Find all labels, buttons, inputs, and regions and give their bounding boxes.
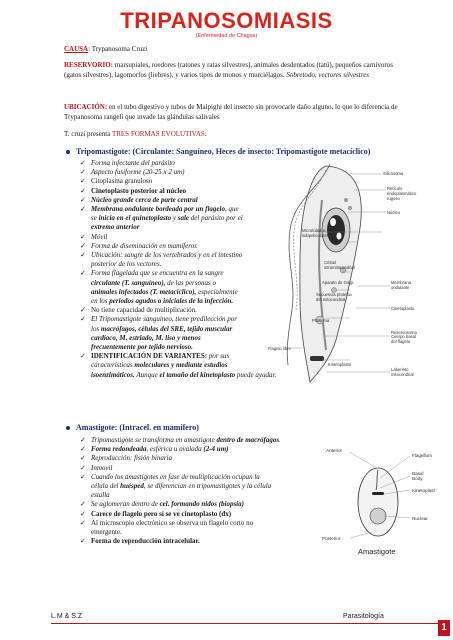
label-silicosoma: Silicosoma <box>383 171 404 176</box>
check-icon: ✓ <box>80 472 86 481</box>
check-icon: ✓ <box>80 454 86 463</box>
list-item: ✓ Reproducción: fisión binaria <box>80 454 173 463</box>
list-item: ✓ Citoplasma granuloso <box>80 177 153 186</box>
list-item: ✓ Forma infectante del parásito <box>80 159 175 167</box>
list-item: ✓ Forma flagelada que se encuentra en la sangre circulante (T. sanguíneo), de las personas o animales infectados (T. metacíclico), especialmente en los periodos agudos o iniciales de la infección. <box>80 269 238 306</box>
kinetoplast-shape <box>310 356 324 361</box>
tripomastigote-heading: Tripomastigote: (Circulante: Sanguíneo, Heces de insecto: Tripomastigote metacíclico) <box>66 147 426 157</box>
reservorio-label: RESERVORIO: <box>64 61 114 69</box>
list-item: ✓ Tripomastigote se transforma en amastigote dentro de macrófagos. <box>80 436 281 444</box>
list-item: ✓ Forma de reproducción intracelular. <box>80 537 200 546</box>
check-icon: ✓ <box>80 500 86 509</box>
footer-subject: Parasitología <box>343 613 384 620</box>
label-flagelo: Flagelo libre <box>268 346 291 351</box>
label-kinetoplasto: Kinetoplasto <box>328 362 352 367</box>
ubicacion-label: UBICACIÓN: <box>64 103 108 111</box>
label-membrana: Membrana <box>391 280 412 285</box>
label-ondulante: ondulante <box>391 285 410 290</box>
footer-authors: L.M & S.Z <box>51 613 83 620</box>
amastigote-heading: Amastigote: (Intracel. en mamífero) <box>66 423 426 433</box>
list-item: ✓ Al microscopio electrónico se observa un flagelo corto no emergente. <box>80 518 254 537</box>
label-microtubulos: Microtúbulos <box>302 228 326 233</box>
label-cuerpo-basal: Cuerpo basal <box>391 334 416 339</box>
list-item: ✓ Cuando los amastigotes en fase de multiplicación ocupan la célula del huésped, se diferencian en tripomastigotes y la célula estalla <box>80 472 272 500</box>
list-item: ✓ Forma de diseminación en mamíferos <box>80 241 197 250</box>
label-kinetoplast: Kinetoplast <box>412 488 435 493</box>
check-icon: ✓ <box>80 306 86 315</box>
reservorio-text: marsupiales, roedores (ratones y ratas silvestres), animales desdentados (tatú), pequeños carnívoros (gatos silvestres), lagomorfos (liebres), y varios tipos de monos y murciélagos. <box>64 61 393 79</box>
page-subtitle: (Enfermedad de Chagas) <box>195 33 258 39</box>
check-icon: ✓ <box>80 241 86 250</box>
tripomastigote-diagram <box>266 160 453 390</box>
list-item: ✓ El Tripomastigote sanguíneo, tiene predilección por los macrófagos, células del SRE, tejido muscular cardíaco, M. estriado, M. liso y menos frecuentemente por tejido nervioso. <box>80 315 237 352</box>
check-icon: ✓ <box>80 251 86 260</box>
amastigote-body <box>358 468 398 536</box>
reservorio-paragraph <box>64 61 404 80</box>
check-icon: ✓ <box>80 269 86 278</box>
check-icon: ✓ <box>80 186 86 195</box>
list-item: ✓ Carece de flagelo pero sí se ve cinetoplasto (dx) <box>80 509 232 518</box>
footer-divider <box>51 623 448 624</box>
label-mitocondrial: del mitocondrial <box>316 297 346 302</box>
list-item: ✓ Se aglomeran dentro de cel. formando nidos (biopsia) <box>80 500 244 509</box>
nucleus-shape <box>370 508 386 524</box>
check-icon: ✓ <box>80 445 86 454</box>
check-icon: ✓ <box>80 509 86 518</box>
label-reticulo: Retículo <box>387 186 403 191</box>
check-icon: ✓ <box>80 232 86 241</box>
causa-paragraph <box>64 45 404 55</box>
check-icon: ✓ <box>80 315 86 324</box>
amastigote-caption: Amastigote <box>358 547 396 556</box>
kinetoplast-shape <box>372 492 384 495</box>
list-item: ✓ Aspecto fusiforme (20-25 x 2 um) <box>80 168 185 177</box>
check-icon: ✓ <box>80 537 86 546</box>
nucleolus-shape <box>327 215 345 245</box>
check-icon: ✓ <box>80 463 86 472</box>
list-item: ✓ IDENTIFICACIÓN DE VARIANTES: por sus características moleculares y mediante estudios isoenzimáticos. Aunque el tamaño del kinetoplasto puede ayudar. <box>80 352 277 379</box>
check-icon: ✓ <box>80 177 86 186</box>
label-cristal: Cristal <box>324 260 336 265</box>
label-golgi: Aparato de Golgi <box>322 280 354 285</box>
ubicacion-text: en el tubo digestivo y tubos de Malpighi del insecto sin provocarle daño alguno, lo que lo diferencia de Trypanosoma rangeli que invade las glándulas salivales <box>64 103 398 121</box>
organelle-dot <box>348 206 352 210</box>
label-endoplasmatico: endoplasmático <box>387 191 417 196</box>
label-secuencia: Secuencia proteica <box>316 292 352 297</box>
label-cinetoplasto: Cinetoplasto <box>391 306 415 311</box>
formas-highlight: TRES FORMAS EVOLUTIVAS <box>111 130 205 138</box>
page-number: 1 <box>438 620 450 636</box>
body-outline <box>300 166 361 382</box>
causa-text: : Trypanosoma Cruzi <box>88 45 148 53</box>
dot-bullet-icon <box>66 150 70 154</box>
label-bolsa: del flagelo <box>391 339 411 344</box>
amastigote-list <box>80 436 320 546</box>
list-item: ✓ Forma redondeada, esférica u ovalada (2-4 um) <box>80 445 229 454</box>
check-icon: ✓ <box>80 436 86 444</box>
label-body: Body <box>412 476 423 481</box>
page-title: TRIPANOSOMIASIS <box>120 8 333 33</box>
label-subpeliculares: subpeliculares <box>302 233 329 238</box>
check-icon: ✓ <box>80 195 86 204</box>
check-icon: ✓ <box>80 168 86 177</box>
dot-bullet-icon <box>66 426 70 430</box>
label-intramitocondrial: intramitocondrial <box>324 265 355 270</box>
label-laberinto: Laberinto <box>391 367 409 372</box>
label-nucleo: Núcleo <box>387 210 401 215</box>
check-icon: ✓ <box>80 205 86 214</box>
label-basal: Basal <box>412 471 424 476</box>
label-nuclear: Nuclear <box>412 516 428 521</box>
label-pliosoma: Pliosoma <box>312 318 330 323</box>
label-reservosoma: Reservosoma <box>391 330 417 335</box>
label-anterior: Anterior <box>326 448 343 453</box>
list-item: ✓ No tiene capacidad de multiplicación. <box>80 306 197 315</box>
list-item: ✓ Móvil <box>80 232 108 241</box>
reservorio-sobretodo: Sobretodo, vectores silvestres <box>286 70 370 79</box>
list-item: ✓ Cinetoplasto posterior al núcleo <box>80 186 186 195</box>
list-item: ✓ Núcleo grande cerca de parte central <box>80 195 198 204</box>
formas-paragraph <box>64 130 404 140</box>
check-icon: ✓ <box>80 518 86 527</box>
tripomastigote-list <box>80 159 280 380</box>
check-icon: ✓ <box>80 352 86 361</box>
list-item: ✓ Ubicación: sangre de los vertebrados y en el intestino posterior de los vectores. <box>80 251 243 269</box>
ubicacion-paragraph <box>64 103 404 122</box>
amastigote-diagram <box>320 442 440 562</box>
list-item: ✓ Membrana ondulante bordeada por un flagelo, que se inicia en el quinetoplasto y sale del parásito por el extremo anterior <box>80 205 243 232</box>
formas-suffix: : <box>204 130 207 138</box>
label-rugoso: rugoso <box>387 196 400 201</box>
label-flagellum: Flagellum <box>412 453 432 458</box>
list-item: ✓ Inmovil <box>80 463 113 472</box>
label-mitocondrial-2: mitocondrial <box>391 372 414 377</box>
label-posterior: Posterior <box>322 536 341 541</box>
organelle-dot <box>344 198 348 202</box>
check-icon: ✓ <box>80 159 86 167</box>
nucleus-spot <box>330 218 336 226</box>
nucleus-spot <box>337 233 342 240</box>
formas-prefix: T. cruzi presenta <box>64 130 112 138</box>
causa-label: CAUSA <box>64 45 89 53</box>
